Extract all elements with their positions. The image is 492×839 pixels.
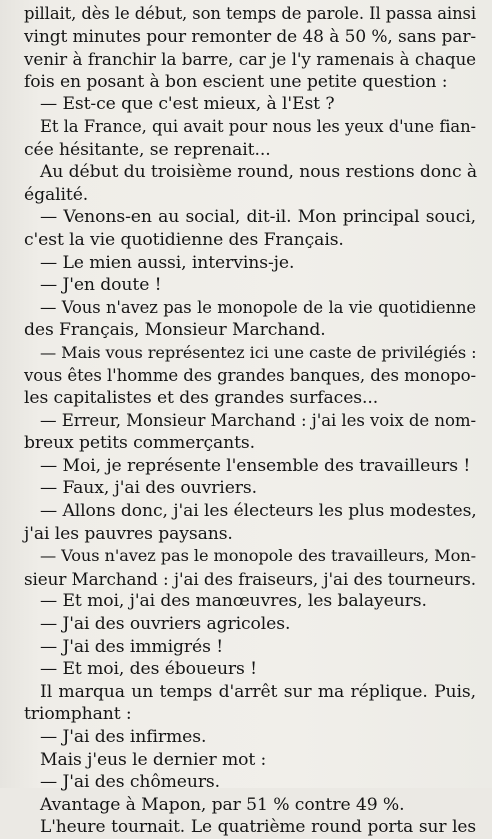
text-line: venir à franchir la barre, car je l'y ramenais à chaque xyxy=(24,49,476,70)
text-line: — Le mien aussi, intervins-je. xyxy=(40,252,295,273)
text-line: vous êtes l'homme des grandes banques, des monopo- xyxy=(24,365,476,385)
text-line: les capitalistes et des grandes surfaces... xyxy=(24,388,379,409)
text-line: cée hésitante, se reprenait... xyxy=(24,139,271,160)
text-line: — Est-ce que c'est mieux, à l'Est ? xyxy=(40,94,335,115)
text-line: — J'ai des infirmes. xyxy=(40,727,207,747)
text-line: — Faux, j'ai des ouvriers. xyxy=(40,478,257,499)
text-line: Au début du troisième round, nous restions donc à xyxy=(40,162,478,183)
text-line: Il marqua un temps d'arrêt sur ma réplique. Puis, xyxy=(40,681,476,702)
text-line: — Erreur, Monsieur Marchand : j'ai les voix de nom- xyxy=(40,410,476,430)
text-line: c'est la vie quotidienne des Français. xyxy=(24,229,344,250)
text-line: Avantage à Mapon, par 51 % contre 49 %. xyxy=(40,794,405,815)
text-line: — J'ai des immigrés ! xyxy=(40,636,224,657)
text-line: — J'en doute ! xyxy=(40,275,162,296)
text-line: — Moi, je représente l'ensemble des travailleurs ! xyxy=(40,455,471,476)
text-line: triomphant : xyxy=(24,704,132,725)
text-line: Mais j'eus le dernier mot : xyxy=(40,749,267,770)
text-line: sieur Marchand : j'ai des fraiseurs, j'ai des tourneurs. xyxy=(24,568,476,589)
text-line: L'heure tournait. Le quatrième round porta sur les xyxy=(40,817,476,838)
text-line: égalité. xyxy=(24,184,89,205)
text-line: fois en posant à bon escient une petite question : xyxy=(24,71,448,92)
body-text xyxy=(24,3,476,839)
text-line: — Et moi, j'ai des manœuvres, les balayeurs. xyxy=(40,591,427,612)
text-line: pillait, dès le début, son temps de parole. Il passa ainsi xyxy=(24,4,476,23)
text-line: — Vous n'avez pas le monopole de la vie quotidienne xyxy=(40,297,476,317)
text-line: — Vous n'avez pas le monopole des travailleurs, Mon- xyxy=(40,546,476,566)
text-line: — Mais vous représentez ici une caste de privilégiés : xyxy=(40,342,477,362)
text-line: vingt minutes pour remonter de 48 à 50 %, sans par- xyxy=(24,26,476,47)
text-line: — Venons-en au social, dit-il. Mon principal souci, xyxy=(40,207,476,228)
text-line: Et la France, qui avait pour nous les yeux d'une fian- xyxy=(40,116,476,136)
text-line: — J'ai des ouvriers agricoles. xyxy=(40,614,291,635)
text-line: j'ai les pauvres paysans. xyxy=(24,523,233,544)
text-line: des Français, Monsieur Marchand. xyxy=(24,320,326,341)
text-line: — J'ai des chômeurs. xyxy=(40,772,221,793)
text-line: breux petits commerçants. xyxy=(24,433,255,454)
text-line: — Et moi, des éboueurs ! xyxy=(40,659,257,680)
text-line: — Allons donc, j'ai les électeurs les plus modestes, xyxy=(40,501,477,522)
